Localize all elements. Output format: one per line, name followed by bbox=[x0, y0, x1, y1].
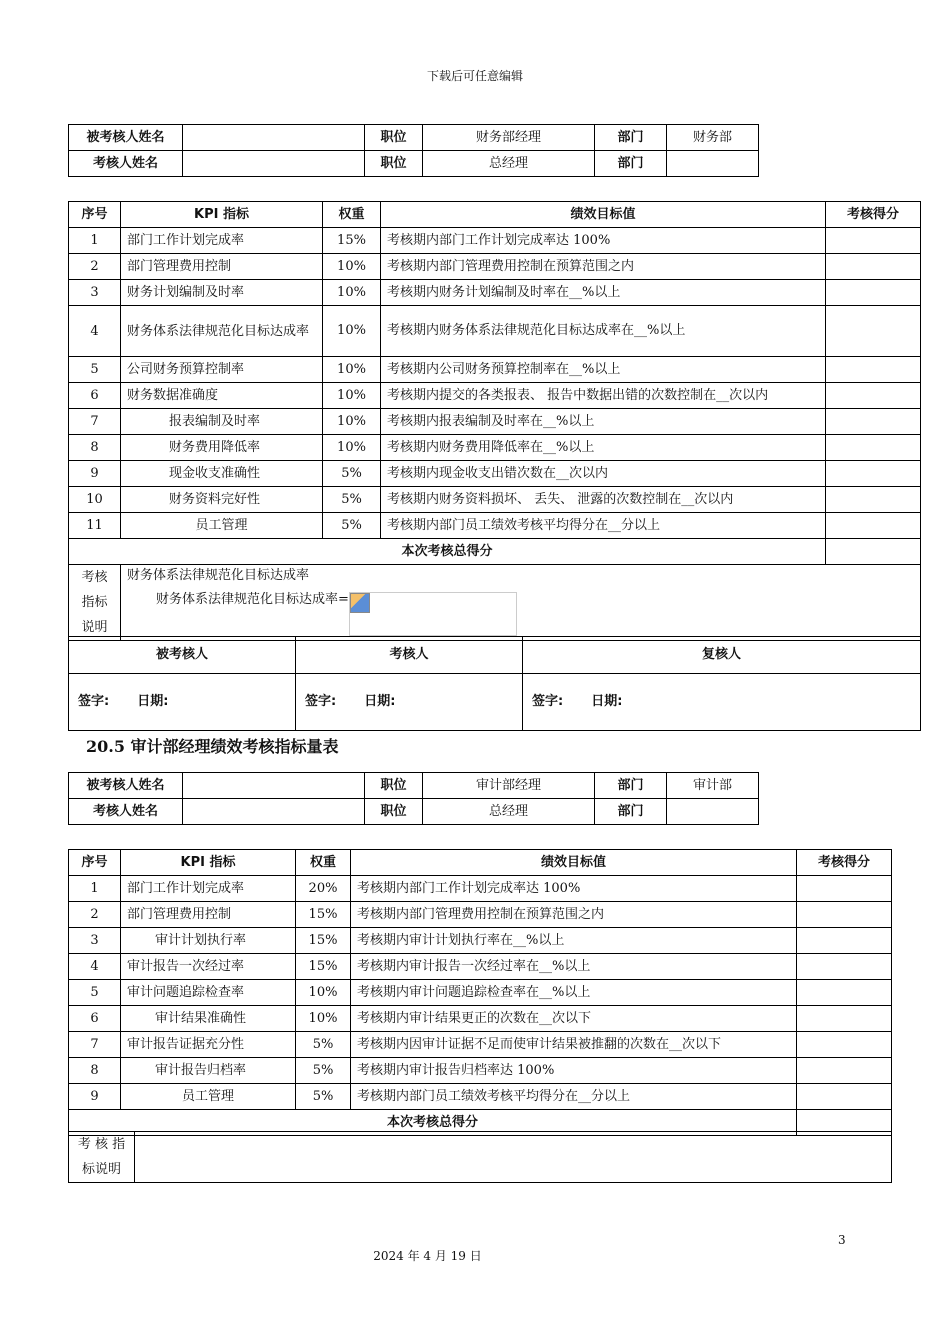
row-kpi: 部门工作计划完成率 bbox=[121, 876, 296, 902]
row-score-field[interactable] bbox=[797, 902, 892, 928]
broken-image-icon bbox=[350, 593, 370, 613]
row-no: 5 bbox=[69, 357, 121, 383]
row-weight: 20% bbox=[296, 876, 351, 902]
row-no: 7 bbox=[69, 409, 121, 435]
row-kpi: 部门工作计划完成率 bbox=[121, 228, 323, 254]
info-row bbox=[69, 151, 759, 177]
kpi-header-row bbox=[69, 202, 921, 228]
row-kpi: 审计计划执行率 bbox=[121, 928, 296, 954]
row-weight: 10% bbox=[323, 409, 381, 435]
sign-cell-reviewer[interactable] bbox=[523, 674, 921, 731]
table-row bbox=[69, 461, 921, 487]
row-score-field[interactable] bbox=[826, 435, 921, 461]
row-target: 考核期内财务体系法律规范化目标达成率在__%以上 bbox=[381, 306, 826, 357]
row-score-field[interactable] bbox=[797, 980, 892, 1006]
info-label: 被考核人姓名 bbox=[69, 125, 183, 151]
note-content-field[interactable] bbox=[135, 1132, 892, 1183]
info-row bbox=[69, 799, 759, 825]
table-row bbox=[69, 1058, 892, 1084]
row-target: 考核期内公司财务预算控制率在__%以上 bbox=[381, 357, 826, 383]
row-score-field[interactable] bbox=[826, 357, 921, 383]
row-no: 6 bbox=[69, 383, 121, 409]
row-no: 11 bbox=[69, 513, 121, 539]
info-position-label: 职位 bbox=[365, 799, 423, 825]
row-kpi: 财务数据准确度 bbox=[121, 383, 323, 409]
table-row bbox=[69, 228, 921, 254]
table-row bbox=[69, 902, 892, 928]
row-weight: 15% bbox=[296, 954, 351, 980]
row-score-field[interactable] bbox=[797, 1006, 892, 1032]
row-no: 5 bbox=[69, 980, 121, 1006]
row-kpi: 财务计划编制及时率 bbox=[121, 280, 323, 306]
info-dept-value: 财务部 bbox=[667, 125, 759, 151]
row-weight: 10% bbox=[296, 980, 351, 1006]
row-target: 考核期内审计报告一次经过率在__%以上 bbox=[351, 954, 797, 980]
date-label: 日期: bbox=[137, 694, 169, 709]
row-target: 考核期内财务计划编制及时率在__%以上 bbox=[381, 280, 826, 306]
row-kpi: 部门管理费用控制 bbox=[121, 254, 323, 280]
row-kpi: 财务费用降低率 bbox=[121, 435, 323, 461]
note-formula bbox=[127, 592, 914, 636]
formula-image bbox=[349, 592, 517, 636]
signature-table bbox=[68, 636, 921, 731]
row-weight: 10% bbox=[323, 383, 381, 409]
table-row bbox=[69, 280, 921, 306]
row-score-field[interactable] bbox=[826, 461, 921, 487]
info-dept-value bbox=[667, 151, 759, 177]
row-no: 2 bbox=[69, 902, 121, 928]
row-no: 1 bbox=[69, 876, 121, 902]
row-weight: 10% bbox=[323, 254, 381, 280]
info-position-value: 财务部经理 bbox=[423, 125, 595, 151]
row-weight: 5% bbox=[296, 1058, 351, 1084]
info-name-field[interactable] bbox=[183, 773, 365, 799]
row-kpi: 审计报告一次经过率 bbox=[121, 954, 296, 980]
table-row bbox=[69, 435, 921, 461]
sign-label: 签字: bbox=[532, 694, 564, 709]
row-kpi: 员工管理 bbox=[121, 513, 323, 539]
info-dept-value bbox=[667, 799, 759, 825]
row-weight: 5% bbox=[323, 461, 381, 487]
row-target: 考核期内部门员工绩效考核平均得分在__分以上 bbox=[381, 513, 826, 539]
row-score-field[interactable] bbox=[826, 280, 921, 306]
row-no: 4 bbox=[69, 306, 121, 357]
section1-kpi-table bbox=[68, 201, 921, 641]
total-row bbox=[69, 539, 921, 565]
date-label: 日期: bbox=[364, 694, 396, 709]
row-score-field[interactable] bbox=[797, 1032, 892, 1058]
note-label: 考 核 指 标说明 bbox=[69, 1132, 135, 1183]
table-row bbox=[69, 876, 892, 902]
table-row bbox=[69, 928, 892, 954]
section-title: 20.5 审计部经理绩效考核指标量表 bbox=[86, 737, 339, 756]
total-label: 本次考核总得分 bbox=[69, 539, 826, 565]
section1-info-table bbox=[68, 124, 759, 177]
kpi-header-row bbox=[69, 850, 892, 876]
header-target: 绩效目标值 bbox=[351, 850, 797, 876]
row-no: 7 bbox=[69, 1032, 121, 1058]
table-row bbox=[69, 980, 892, 1006]
info-position-value: 审计部经理 bbox=[423, 773, 595, 799]
info-dept-label: 部门 bbox=[595, 773, 667, 799]
row-target: 考核期内因审计证据不足而使审计结果被推翻的次数在__次以下 bbox=[351, 1032, 797, 1058]
note-row bbox=[69, 1132, 892, 1183]
row-kpi: 员工管理 bbox=[121, 1084, 296, 1110]
row-no: 2 bbox=[69, 254, 121, 280]
row-no: 6 bbox=[69, 1006, 121, 1032]
table-row bbox=[69, 487, 921, 513]
row-kpi: 报表编制及时率 bbox=[121, 409, 323, 435]
table-row bbox=[69, 383, 921, 409]
row-target: 考核期内部门工作计划完成率达 100% bbox=[381, 228, 826, 254]
signature-header-row bbox=[69, 637, 921, 674]
row-target: 考核期内部门管理费用控制在预算范围之内 bbox=[351, 902, 797, 928]
info-name-field[interactable] bbox=[183, 151, 365, 177]
row-score-field[interactable] bbox=[826, 383, 921, 409]
info-name-field[interactable] bbox=[183, 125, 365, 151]
row-kpi: 财务资料完好性 bbox=[121, 487, 323, 513]
row-score-field[interactable] bbox=[826, 513, 921, 539]
page-number: 3 bbox=[838, 1233, 846, 1247]
header-score: 考核得分 bbox=[797, 850, 892, 876]
table-row bbox=[69, 513, 921, 539]
table-row bbox=[69, 954, 892, 980]
row-score-field[interactable] bbox=[797, 1084, 892, 1110]
row-score-field[interactable] bbox=[797, 1058, 892, 1084]
sign-header-appraisee: 被考核人 bbox=[69, 637, 296, 674]
row-kpi: 审计报告证据充分性 bbox=[121, 1032, 296, 1058]
row-score-field[interactable] bbox=[826, 254, 921, 280]
table-row bbox=[69, 1006, 892, 1032]
row-kpi: 现金收支准确性 bbox=[121, 461, 323, 487]
row-no: 8 bbox=[69, 435, 121, 461]
signature-row bbox=[69, 674, 921, 731]
row-score-field[interactable] bbox=[797, 876, 892, 902]
row-weight: 10% bbox=[323, 280, 381, 306]
row-target: 考核期内财务资料损坏、 丢失、 泄露的次数控制在__次以内 bbox=[381, 487, 826, 513]
total-score-field[interactable] bbox=[826, 539, 921, 565]
row-no: 9 bbox=[69, 1084, 121, 1110]
row-target: 考核期内审计计划执行率在__%以上 bbox=[351, 928, 797, 954]
header-no: 序号 bbox=[69, 850, 121, 876]
info-label: 被考核人姓名 bbox=[69, 773, 183, 799]
info-label: 考核人姓名 bbox=[69, 151, 183, 177]
table-row bbox=[69, 1032, 892, 1058]
row-target: 考核期内报表编制及时率在__%以上 bbox=[381, 409, 826, 435]
row-target: 考核期内审计问题追踪检查率在__%以上 bbox=[351, 980, 797, 1006]
row-no: 9 bbox=[69, 461, 121, 487]
info-dept-label: 部门 bbox=[595, 125, 667, 151]
note-content bbox=[121, 565, 921, 641]
row-no: 3 bbox=[69, 280, 121, 306]
row-score-field[interactable] bbox=[826, 487, 921, 513]
info-row bbox=[69, 125, 759, 151]
info-dept-label: 部门 bbox=[595, 799, 667, 825]
row-score-field[interactable] bbox=[797, 954, 892, 980]
header-kpi: KPI 指标 bbox=[121, 850, 296, 876]
info-dept-label: 部门 bbox=[595, 151, 667, 177]
row-target: 考核期内现金收支出错次数在__次以内 bbox=[381, 461, 826, 487]
row-score-field[interactable] bbox=[826, 306, 921, 357]
header-no: 序号 bbox=[69, 202, 121, 228]
info-position-label: 职位 bbox=[365, 151, 423, 177]
row-weight: 15% bbox=[296, 928, 351, 954]
date-label: 日期: bbox=[591, 694, 623, 709]
row-score-field[interactable] bbox=[826, 228, 921, 254]
table-row bbox=[69, 357, 921, 383]
row-kpi: 财务体系法律规范化目标达成率 bbox=[121, 306, 323, 357]
row-weight: 10% bbox=[323, 435, 381, 461]
info-position-value: 总经理 bbox=[423, 151, 595, 177]
note-label: 考核指标说明 bbox=[69, 565, 121, 641]
row-kpi: 公司财务预算控制率 bbox=[121, 357, 323, 383]
row-target: 考核期内部门员工绩效考核平均得分在__分以上 bbox=[351, 1084, 797, 1110]
row-weight: 5% bbox=[323, 487, 381, 513]
table-row bbox=[69, 306, 921, 357]
note-row bbox=[69, 565, 921, 641]
row-weight: 10% bbox=[323, 357, 381, 383]
header-score: 考核得分 bbox=[826, 202, 921, 228]
info-position-label: 职位 bbox=[365, 773, 423, 799]
sign-cell-appraisee[interactable] bbox=[69, 674, 296, 731]
row-no: 10 bbox=[69, 487, 121, 513]
header-kpi: KPI 指标 bbox=[121, 202, 323, 228]
row-weight: 10% bbox=[296, 1006, 351, 1032]
row-kpi: 审计结果准确性 bbox=[121, 1006, 296, 1032]
table-row bbox=[69, 254, 921, 280]
info-row bbox=[69, 773, 759, 799]
row-no: 4 bbox=[69, 954, 121, 980]
table-row bbox=[69, 409, 921, 435]
total-label: 本次考核总得分 bbox=[69, 1110, 797, 1136]
table-row bbox=[69, 1084, 892, 1110]
info-position-value: 总经理 bbox=[423, 799, 595, 825]
row-weight: 5% bbox=[296, 1032, 351, 1058]
row-kpi: 部门管理费用控制 bbox=[121, 902, 296, 928]
info-dept-value: 审计部 bbox=[667, 773, 759, 799]
section2-info-table bbox=[68, 772, 759, 825]
row-target: 考核期内部门管理费用控制在预算范围之内 bbox=[381, 254, 826, 280]
row-weight: 10% bbox=[323, 306, 381, 357]
row-target: 考核期内提交的各类报表、 报告中数据出错的次数控制在__次以内 bbox=[381, 383, 826, 409]
note-line1: 财务体系法律规范化目标达成率 bbox=[127, 568, 310, 583]
section2-note-table bbox=[68, 1131, 892, 1183]
row-kpi: 审计报告归档率 bbox=[121, 1058, 296, 1084]
page-header: 下载后可任意编辑 bbox=[426, 69, 523, 83]
row-weight: 5% bbox=[323, 513, 381, 539]
sign-header-reviewer: 复核人 bbox=[523, 637, 921, 674]
row-target: 考核期内部门工作计划完成率达 100% bbox=[351, 876, 797, 902]
sign-label: 签字: bbox=[78, 694, 110, 709]
row-weight: 15% bbox=[296, 902, 351, 928]
note-line2: 财务体系法律规范化目标达成率= bbox=[156, 592, 349, 607]
sign-label: 签字: bbox=[305, 694, 337, 709]
row-kpi: 审计问题追踪检查率 bbox=[121, 980, 296, 1006]
row-score-field[interactable] bbox=[826, 409, 921, 435]
row-no: 8 bbox=[69, 1058, 121, 1084]
row-weight: 5% bbox=[296, 1084, 351, 1110]
sign-cell-appraiser[interactable] bbox=[296, 674, 523, 731]
row-target: 考核期内财务费用降低率在__%以上 bbox=[381, 435, 826, 461]
header-target: 绩效目标值 bbox=[381, 202, 826, 228]
row-weight: 15% bbox=[323, 228, 381, 254]
row-score-field[interactable] bbox=[797, 928, 892, 954]
header-weight: 权重 bbox=[296, 850, 351, 876]
info-label: 考核人姓名 bbox=[69, 799, 183, 825]
footer-date: 2024 年 4 月 19 日 bbox=[373, 1249, 482, 1263]
row-no: 3 bbox=[69, 928, 121, 954]
info-position-label: 职位 bbox=[365, 125, 423, 151]
row-target: 考核期内审计报告归档率达 100% bbox=[351, 1058, 797, 1084]
section2-kpi-table bbox=[68, 849, 892, 1136]
info-name-field[interactable] bbox=[183, 799, 365, 825]
header-weight: 权重 bbox=[323, 202, 381, 228]
row-target: 考核期内审计结果更正的次数在__次以下 bbox=[351, 1006, 797, 1032]
sign-header-appraiser: 考核人 bbox=[296, 637, 523, 674]
row-no: 1 bbox=[69, 228, 121, 254]
